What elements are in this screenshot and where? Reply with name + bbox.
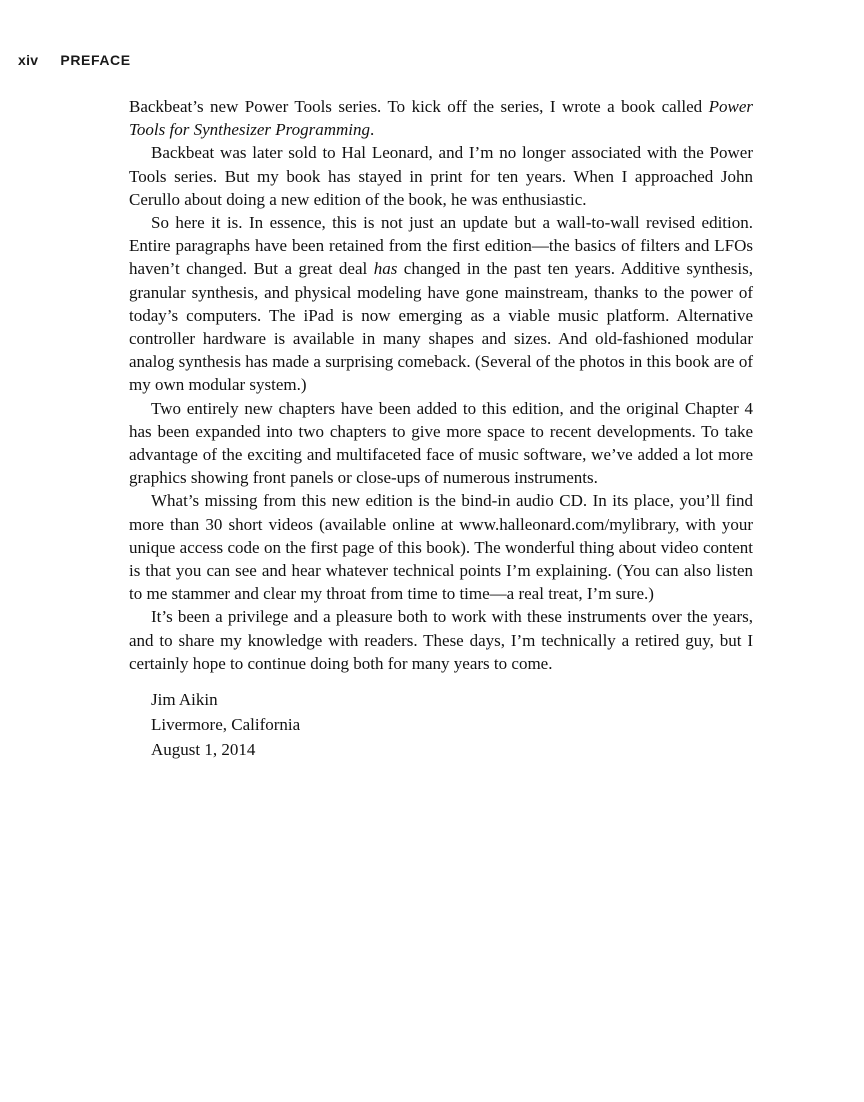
paragraph xyxy=(129,397,753,490)
paragraph-text: Backbeat was later sold to Hal Leonard, and I’m no longer associated with the Power Tools series. But my book has stayed in print for ten years. When I approached John Cerullo about doing a new edition of the book, he was enthusiastic. xyxy=(129,143,753,209)
author-location: Livermore, California xyxy=(151,715,301,734)
author-name: Jim Aikin xyxy=(151,690,218,709)
paragraph xyxy=(129,605,753,675)
paragraph xyxy=(129,211,753,397)
paragraph-text: . xyxy=(370,120,375,140)
paragraph-text: What’s missing from this new edition is the bind-in audio CD. In its place, you’ll find more than 30 short videos (available online at www.halleonard.com/mylibrary, with your unique access code on the first page of this book). The wonderful thing about video content is that you can see and hear whatever technical points I’m explaining. (You can also listen to me stammer and clear my throat from time to time—a real treat, I’m sure.) xyxy=(129,491,753,604)
paragraph-text: Two entirely new chapters have been added to this edition, and the original Chapter 4 has been expanded into two chapters to give more space to recent developments. To take advantage of the exciting and multifaceted face of music software, we’ve added a lot more graphics showing front panels or close-ups of numerous instruments. xyxy=(129,398,753,488)
section-title: PREFACE xyxy=(60,52,131,68)
preface-body xyxy=(129,95,753,675)
running-head xyxy=(18,52,131,68)
paragraph xyxy=(129,95,753,141)
paragraph-text: Backbeat’s new Power Tools series. To kick off the series, I wrote a book called xyxy=(129,97,709,116)
italic-text: Power Tools for Synthesizer Programming xyxy=(129,97,753,140)
signature-date: August 1, 2014 xyxy=(151,740,256,759)
italic-text: has xyxy=(373,259,398,279)
paragraph-text: So here it is. In essence, this is not just an update but a wall-to-wall revised edition. Entire paragraphs have been retained from the first edition—the basics of filters and LFOs haven’t changed. But a great deal xyxy=(129,213,753,279)
signature-block xyxy=(151,687,300,762)
paragraph xyxy=(129,141,753,211)
paragraph-text: changed in the past ten years. Additive synthesis, granular synthesis, and physical modeling have gone mainstream, thanks to the power of today’s computers. The iPad is now emerging as a viable music platform. Alternative controller hardware is available in many shapes and sizes. And old-fashioned modular analog synthesis has made a surprising comeback. (Several of the photos in this book are of my own modular system.) xyxy=(129,259,753,395)
paragraph-text: It’s been a privilege and a pleasure both to work with these instruments over the years, and to share my knowledge with readers. These days, I’m technically a retired guy, but I certainly hope to continue doing both for many years to come. xyxy=(129,607,753,673)
paragraph xyxy=(129,489,753,605)
page-number: xiv xyxy=(18,52,39,68)
